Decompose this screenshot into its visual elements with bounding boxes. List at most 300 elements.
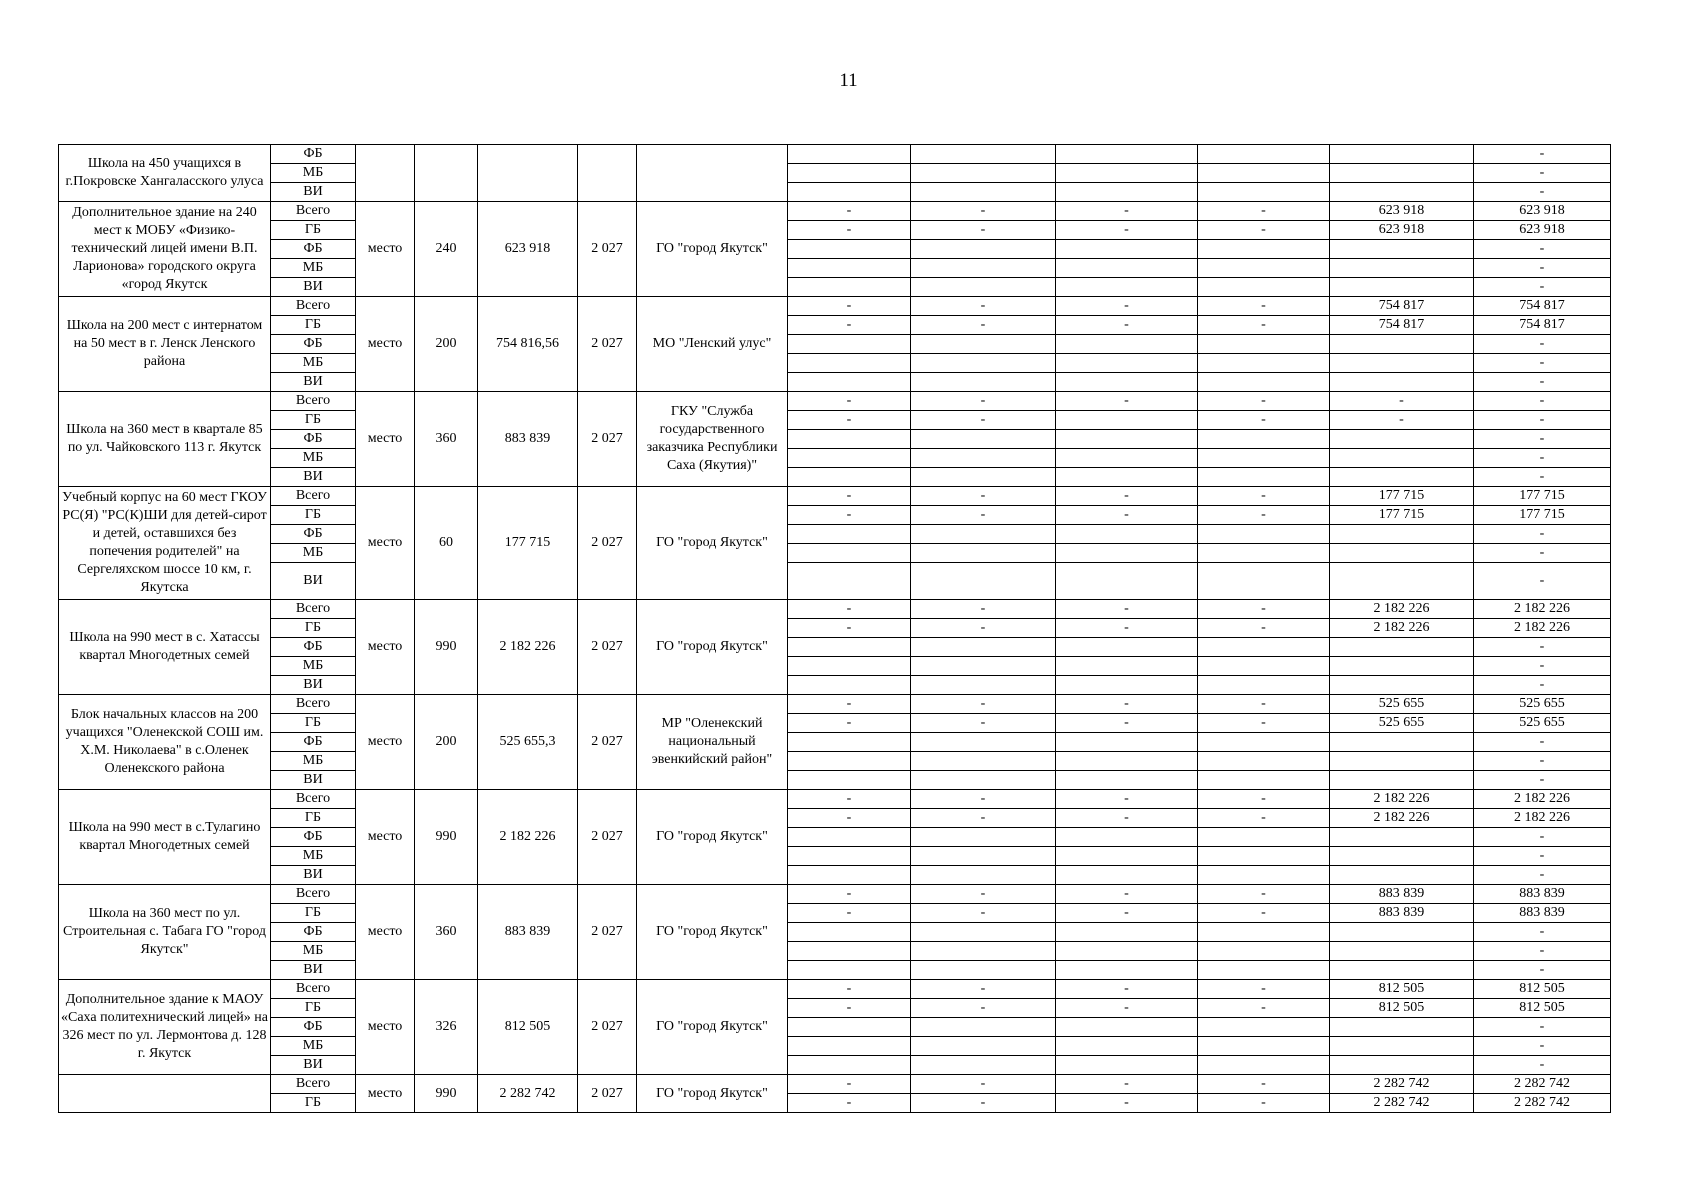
amount-cell: - — [911, 221, 1056, 240]
amount-cell — [1198, 449, 1330, 468]
amount-cell — [911, 752, 1056, 771]
table-row — [59, 1094, 1611, 1113]
amount-cell: - — [911, 1094, 1056, 1113]
amount-cell — [1330, 657, 1474, 676]
object-name-cell — [59, 1075, 271, 1113]
amount-cell — [1198, 866, 1330, 885]
amount-cell: - — [911, 714, 1056, 733]
amount-cell — [788, 563, 911, 600]
amount-cell: 883 839 — [1330, 885, 1474, 904]
amount-cell — [911, 278, 1056, 297]
amount-cell: - — [1056, 1075, 1198, 1094]
table-row — [59, 221, 1611, 240]
amount-cell — [1330, 183, 1474, 202]
cost-cell: 525 655,3 — [478, 695, 578, 790]
amount-cell — [1198, 638, 1330, 657]
amount-cell — [1198, 240, 1330, 259]
amount-cell — [911, 373, 1056, 392]
table-row — [59, 430, 1611, 449]
amount-cell — [788, 373, 911, 392]
amount-cell: - — [1474, 164, 1611, 183]
cost-cell: 2 282 742 — [478, 1075, 578, 1113]
amount-cell: - — [1056, 980, 1198, 999]
amount-cell: - — [788, 411, 911, 430]
funding-source-cell: ГБ — [271, 809, 356, 828]
capacity-cell: 326 — [415, 980, 478, 1075]
amount-cell: 2 282 742 — [1330, 1075, 1474, 1094]
funding-source-cell: Всего — [271, 695, 356, 714]
budget-table — [58, 144, 1611, 1113]
page-number: 11 — [839, 70, 858, 91]
table-row — [59, 164, 1611, 183]
amount-cell: - — [788, 619, 911, 638]
table-row — [59, 259, 1611, 278]
amount-cell: 525 655 — [1330, 695, 1474, 714]
amount-cell — [788, 278, 911, 297]
amount-cell: - — [1056, 1094, 1198, 1113]
capacity-cell: 240 — [415, 202, 478, 297]
amount-cell: - — [788, 1075, 911, 1094]
amount-cell — [911, 961, 1056, 980]
funding-source-cell: ГБ — [271, 221, 356, 240]
amount-cell: - — [1474, 1037, 1611, 1056]
amount-cell — [1198, 468, 1330, 487]
funding-source-cell: МБ — [271, 449, 356, 468]
amount-cell — [911, 923, 1056, 942]
unit-cell: место — [356, 202, 415, 297]
amount-cell — [911, 354, 1056, 373]
object-name-cell: Школа на 990 мест в с.Тулагино квартал Многодетных семей — [59, 790, 271, 885]
amount-cell: - — [1474, 752, 1611, 771]
amount-cell: - — [1198, 885, 1330, 904]
unit-cell: место — [356, 392, 415, 487]
amount-cell — [1056, 638, 1198, 657]
amount-cell: 2 182 226 — [1474, 790, 1611, 809]
amount-cell: - — [1198, 221, 1330, 240]
amount-cell: - — [1474, 411, 1611, 430]
unit-cell: место — [356, 1075, 415, 1113]
table-row — [59, 923, 1611, 942]
amount-cell — [911, 866, 1056, 885]
amount-cell: - — [1474, 1056, 1611, 1075]
amount-cell: - — [1330, 411, 1474, 430]
amount-cell: - — [1474, 923, 1611, 942]
unit-cell: место — [356, 487, 415, 600]
amount-cell — [1198, 752, 1330, 771]
funding-source-cell: МБ — [271, 544, 356, 563]
customer-cell: ГО "город Якутск" — [637, 885, 788, 980]
amount-cell — [1056, 259, 1198, 278]
year-cell: 2 027 — [578, 392, 637, 487]
table-row — [59, 676, 1611, 695]
amount-cell — [1330, 638, 1474, 657]
amount-cell: - — [1198, 999, 1330, 1018]
year-cell: 2 027 — [578, 1075, 637, 1113]
amount-cell: 177 715 — [1330, 506, 1474, 525]
amount-cell — [788, 430, 911, 449]
amount-cell: 754 817 — [1474, 316, 1611, 335]
amount-cell — [1056, 430, 1198, 449]
amount-cell — [911, 942, 1056, 961]
amount-cell: - — [1474, 563, 1611, 600]
amount-cell: - — [911, 809, 1056, 828]
amount-cell: - — [1474, 354, 1611, 373]
amount-cell: - — [1198, 411, 1330, 430]
amount-cell: - — [1474, 392, 1611, 411]
amount-cell — [1330, 866, 1474, 885]
amount-cell — [1330, 847, 1474, 866]
table-row — [59, 487, 1611, 506]
amount-cell — [1330, 1037, 1474, 1056]
funding-source-cell: ВИ — [271, 961, 356, 980]
amount-cell: - — [788, 714, 911, 733]
amount-cell: 177 715 — [1474, 487, 1611, 506]
table-row — [59, 790, 1611, 809]
amount-cell: - — [1056, 619, 1198, 638]
amount-cell — [1198, 657, 1330, 676]
amount-cell: - — [788, 600, 911, 619]
amount-cell: - — [1474, 942, 1611, 961]
amount-cell — [1330, 563, 1474, 600]
amount-cell — [1330, 923, 1474, 942]
amount-cell: - — [788, 980, 911, 999]
amount-cell — [788, 525, 911, 544]
funding-source-cell: ФБ — [271, 240, 356, 259]
amount-cell — [911, 771, 1056, 790]
amount-cell — [911, 335, 1056, 354]
cost-cell — [478, 145, 578, 202]
amount-cell — [788, 828, 911, 847]
table-row — [59, 544, 1611, 563]
amount-cell: - — [1474, 145, 1611, 164]
amount-cell: - — [788, 904, 911, 923]
amount-cell — [1198, 676, 1330, 695]
amount-cell — [788, 468, 911, 487]
amount-cell: 754 817 — [1330, 297, 1474, 316]
amount-cell — [911, 847, 1056, 866]
amount-cell — [788, 544, 911, 563]
amount-cell: 623 918 — [1330, 202, 1474, 221]
amount-cell: - — [1056, 714, 1198, 733]
amount-cell: - — [1474, 771, 1611, 790]
table-row — [59, 373, 1611, 392]
amount-cell — [1198, 335, 1330, 354]
cost-cell: 2 182 226 — [478, 790, 578, 885]
year-cell: 2 027 — [578, 600, 637, 695]
amount-cell — [911, 468, 1056, 487]
amount-cell — [788, 638, 911, 657]
amount-cell: - — [1474, 733, 1611, 752]
amount-cell — [788, 1056, 911, 1075]
amount-cell — [1330, 354, 1474, 373]
amount-cell: - — [1056, 221, 1198, 240]
funding-source-cell: ГБ — [271, 411, 356, 430]
cost-cell: 883 839 — [478, 392, 578, 487]
object-name-cell: Школа на 200 мест с интернатом на 50 мест в г. Ленск Ленского района — [59, 297, 271, 392]
amount-cell — [1330, 278, 1474, 297]
object-name-cell: Учебный корпус на 60 мест ГКОУ РС(Я) "РС(К)ШИ для детей-сирот и детей, оставшихся без попечения родителей" на Сергеляхском шоссе 10 км, г. Якутска — [59, 487, 271, 600]
amount-cell: 177 715 — [1474, 506, 1611, 525]
amount-cell: - — [788, 885, 911, 904]
funding-source-cell: ФБ — [271, 145, 356, 164]
amount-cell: - — [1056, 392, 1198, 411]
amount-cell: - — [1056, 790, 1198, 809]
amount-cell — [1056, 544, 1198, 563]
year-cell: 2 027 — [578, 885, 637, 980]
amount-cell: - — [911, 600, 1056, 619]
cost-cell: 623 918 — [478, 202, 578, 297]
amount-cell — [1330, 335, 1474, 354]
amount-cell — [788, 961, 911, 980]
amount-cell — [1330, 942, 1474, 961]
funding-source-cell: ГБ — [271, 904, 356, 923]
object-name-cell: Дополнительное здание к МАОУ «Саха политехнический лицей» на 326 мест по ул. Лермонтова д. 128 г. Якутск — [59, 980, 271, 1075]
amount-cell: 2 182 226 — [1330, 809, 1474, 828]
capacity-cell: 990 — [415, 790, 478, 885]
year-cell: 2 027 — [578, 297, 637, 392]
amount-cell: 2 182 226 — [1330, 619, 1474, 638]
amount-cell — [1330, 676, 1474, 695]
amount-cell — [911, 1037, 1056, 1056]
amount-cell — [1056, 771, 1198, 790]
funding-source-cell: ВИ — [271, 771, 356, 790]
amount-cell: - — [1056, 600, 1198, 619]
amount-cell: - — [788, 487, 911, 506]
amount-cell — [1198, 828, 1330, 847]
funding-source-cell: ВИ — [271, 563, 356, 600]
amount-cell — [911, 1056, 1056, 1075]
table-row — [59, 468, 1611, 487]
amount-cell: - — [1056, 885, 1198, 904]
amount-cell: 623 918 — [1330, 221, 1474, 240]
table-row — [59, 942, 1611, 961]
amount-cell — [1056, 183, 1198, 202]
amount-cell: 2 282 742 — [1330, 1094, 1474, 1113]
customer-cell: МО "Ленский улус" — [637, 297, 788, 392]
capacity-cell: 360 — [415, 392, 478, 487]
year-cell: 2 027 — [578, 790, 637, 885]
amount-cell — [911, 828, 1056, 847]
amount-cell — [1330, 544, 1474, 563]
amount-cell — [911, 657, 1056, 676]
amount-cell — [1198, 961, 1330, 980]
cost-cell: 2 182 226 — [478, 600, 578, 695]
amount-cell — [1330, 259, 1474, 278]
customer-cell — [637, 145, 788, 202]
table-row — [59, 866, 1611, 885]
capacity-cell: 990 — [415, 1075, 478, 1113]
amount-cell: - — [788, 506, 911, 525]
object-name-cell: Блок начальных классов на 200 учащихся "Оленекской СОШ им. Х.М. Николаева" в с.Оленек Оленекского района — [59, 695, 271, 790]
table-row — [59, 278, 1611, 297]
amount-cell — [1198, 373, 1330, 392]
amount-cell: - — [1474, 866, 1611, 885]
amount-cell — [788, 866, 911, 885]
table-row — [59, 506, 1611, 525]
funding-source-cell: ФБ — [271, 525, 356, 544]
unit-cell: место — [356, 695, 415, 790]
amount-cell — [1056, 145, 1198, 164]
unit-cell: место — [356, 980, 415, 1075]
amount-cell: 812 505 — [1330, 999, 1474, 1018]
table-row — [59, 240, 1611, 259]
amount-cell — [1056, 563, 1198, 600]
amount-cell — [1330, 373, 1474, 392]
table-row — [59, 657, 1611, 676]
amount-cell: - — [911, 980, 1056, 999]
table-row — [59, 411, 1611, 430]
funding-source-cell: ФБ — [271, 638, 356, 657]
table-row — [59, 714, 1611, 733]
funding-source-cell: ГБ — [271, 316, 356, 335]
amount-cell: - — [911, 885, 1056, 904]
amount-cell: 883 839 — [1474, 885, 1611, 904]
amount-cell — [1330, 240, 1474, 259]
table-row — [59, 600, 1611, 619]
table-row — [59, 392, 1611, 411]
amount-cell: 2 282 742 — [1474, 1094, 1611, 1113]
amount-cell — [1056, 752, 1198, 771]
amount-cell: 2 182 226 — [1474, 619, 1611, 638]
table-row — [59, 1018, 1611, 1037]
amount-cell — [1330, 828, 1474, 847]
amount-cell — [788, 240, 911, 259]
amount-cell: - — [911, 506, 1056, 525]
amount-cell — [1198, 430, 1330, 449]
year-cell: 2 027 — [578, 695, 637, 790]
table-row — [59, 1037, 1611, 1056]
amount-cell — [1198, 354, 1330, 373]
amount-cell — [1056, 657, 1198, 676]
object-name-cell: Школа на 360 мест по ул. Строительная с. Табага ГО "город Якутск" — [59, 885, 271, 980]
amount-cell: - — [1198, 695, 1330, 714]
amount-cell: - — [1198, 297, 1330, 316]
amount-cell — [911, 430, 1056, 449]
customer-cell: ГО "город Якутск" — [637, 1075, 788, 1113]
amount-cell: - — [1056, 297, 1198, 316]
table-row — [59, 297, 1611, 316]
unit-cell: место — [356, 790, 415, 885]
amount-cell — [911, 733, 1056, 752]
cost-cell: 754 816,56 — [478, 297, 578, 392]
amount-cell: - — [1474, 1018, 1611, 1037]
amount-cell — [1330, 961, 1474, 980]
amount-cell: - — [1474, 259, 1611, 278]
amount-cell — [788, 847, 911, 866]
amount-cell: 2 182 226 — [1330, 600, 1474, 619]
amount-cell — [788, 145, 911, 164]
amount-cell — [911, 240, 1056, 259]
amount-cell — [1330, 1018, 1474, 1037]
amount-cell — [1056, 411, 1198, 430]
amount-cell: - — [1474, 240, 1611, 259]
funding-source-cell: ВИ — [271, 373, 356, 392]
funding-source-cell: ФБ — [271, 733, 356, 752]
capacity-cell: 200 — [415, 297, 478, 392]
table-row — [59, 961, 1611, 980]
amount-cell — [1330, 468, 1474, 487]
table-row — [59, 809, 1611, 828]
amount-cell: - — [911, 487, 1056, 506]
amount-cell — [1198, 1056, 1330, 1075]
amount-cell — [1056, 942, 1198, 961]
amount-cell: - — [911, 297, 1056, 316]
amount-cell — [1056, 240, 1198, 259]
amount-cell: 812 505 — [1474, 980, 1611, 999]
amount-cell — [1198, 145, 1330, 164]
amount-cell: - — [1198, 980, 1330, 999]
amount-cell — [1056, 961, 1198, 980]
amount-cell: 177 715 — [1330, 487, 1474, 506]
unit-cell — [356, 145, 415, 202]
object-name-cell: Школа на 360 мест в квартале 85 по ул. Чайковского 113 г. Якутск — [59, 392, 271, 487]
amount-cell: - — [1198, 487, 1330, 506]
amount-cell: - — [911, 695, 1056, 714]
amount-cell: 883 839 — [1474, 904, 1611, 923]
year-cell: 2 027 — [578, 487, 637, 600]
amount-cell — [788, 335, 911, 354]
amount-cell — [788, 1018, 911, 1037]
object-name-cell: Дополнительное здание на 240 мест к МОБУ «Физико-технический лицей имени В.П. Ларионова» городского округа «город Якутск — [59, 202, 271, 297]
table-row — [59, 619, 1611, 638]
table-row — [59, 202, 1611, 221]
amount-cell — [788, 771, 911, 790]
amount-cell — [1330, 430, 1474, 449]
amount-cell: - — [788, 999, 911, 1018]
amount-cell — [788, 354, 911, 373]
funding-source-cell: МБ — [271, 752, 356, 771]
amount-cell — [1330, 771, 1474, 790]
funding-source-cell: ГБ — [271, 714, 356, 733]
funding-source-cell: ФБ — [271, 1018, 356, 1037]
amount-cell: - — [1474, 278, 1611, 297]
table-row — [59, 638, 1611, 657]
amount-cell: 623 918 — [1474, 221, 1611, 240]
amount-cell: 525 655 — [1474, 695, 1611, 714]
amount-cell: 812 505 — [1474, 999, 1611, 1018]
cost-cell: 177 715 — [478, 487, 578, 600]
amount-cell — [788, 752, 911, 771]
amount-cell — [788, 923, 911, 942]
funding-source-cell: ГБ — [271, 999, 356, 1018]
amount-cell — [788, 1037, 911, 1056]
amount-cell — [1056, 278, 1198, 297]
amount-cell: 2 182 226 — [1474, 600, 1611, 619]
amount-cell — [788, 183, 911, 202]
amount-cell: - — [1474, 468, 1611, 487]
funding-source-cell: ГБ — [271, 506, 356, 525]
amount-cell — [1056, 828, 1198, 847]
funding-source-cell: МБ — [271, 164, 356, 183]
amount-cell: - — [1056, 809, 1198, 828]
amount-cell — [911, 1018, 1056, 1037]
capacity-cell: 60 — [415, 487, 478, 600]
amount-cell — [1056, 1056, 1198, 1075]
cost-cell: 883 839 — [478, 885, 578, 980]
table-row — [59, 980, 1611, 999]
amount-cell: - — [1474, 335, 1611, 354]
amount-cell: - — [1198, 1075, 1330, 1094]
amount-cell — [1198, 563, 1330, 600]
amount-cell — [911, 183, 1056, 202]
amount-cell: - — [911, 316, 1056, 335]
table-row — [59, 752, 1611, 771]
amount-cell — [788, 449, 911, 468]
amount-cell: - — [1474, 449, 1611, 468]
table-row — [59, 695, 1611, 714]
amount-cell — [911, 563, 1056, 600]
funding-source-cell: МБ — [271, 942, 356, 961]
